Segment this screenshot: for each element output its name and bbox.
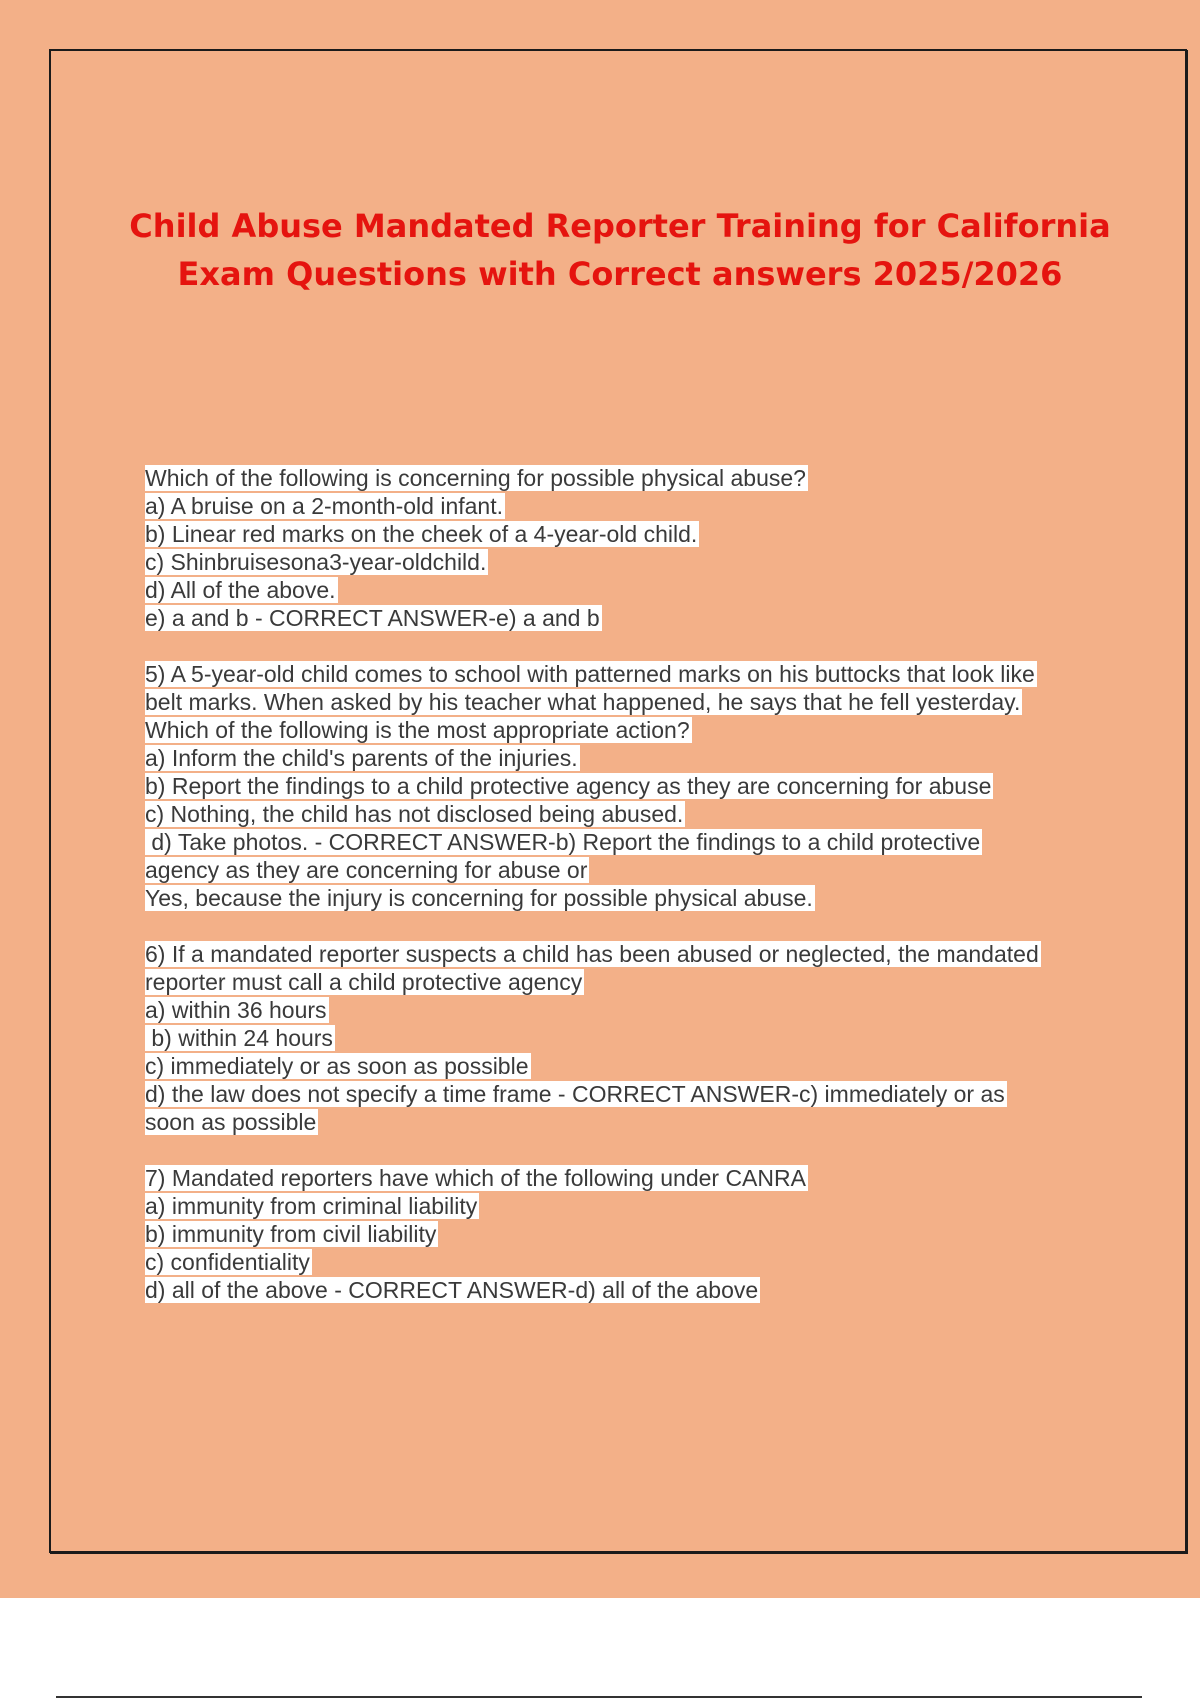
title-line-1: Child Abuse Mandated Reporter Training for California <box>129 207 1111 245</box>
document-title <box>100 202 1140 298</box>
answer-option: c) confidentiality <box>145 1249 310 1275</box>
answer-option: d) All of the above. <box>145 577 336 603</box>
answer-option: b) immunity from civil liability <box>145 1221 437 1247</box>
answer-option: a) A bruise on a 2-month-old infant. <box>145 493 503 519</box>
answer-option-with-correct-answer: d) Take photos. - CORRECT ANSWER-b) Report the findings to a child protective <box>145 829 981 855</box>
correct-answer-continuation: agency as they are concerning for abuse or <box>145 857 588 883</box>
footer-divider <box>56 1696 1142 1698</box>
answer-option: a) immunity from criminal liability <box>145 1193 478 1219</box>
question-block-6 <box>145 940 1095 1136</box>
answer-option: c) Nothing, the child has not disclosed being abused. <box>145 801 684 827</box>
question-line: 6) If a mandated reporter suspects a child has been abused or neglected, the mandated <box>145 941 1039 967</box>
question-line: belt marks. When asked by his teacher what happened, he says that he fell yesterday. <box>145 689 1021 715</box>
correct-answer-continuation: soon as possible <box>145 1109 317 1135</box>
answer-option: b) within 24 hours <box>145 1025 333 1051</box>
answer-option: c) Shinbruisesona3-year-oldchild. <box>145 549 487 575</box>
correct-answer-continuation: Yes, because the injury is concerning for possible physical abuse. <box>145 885 813 911</box>
answer-option: a) within 36 hours <box>145 997 327 1023</box>
answer-option: c) immediately or as soon as possible <box>145 1053 529 1079</box>
answer-option-with-correct-answer: d) all of the above - CORRECT ANSWER-d) all of the above <box>145 1277 759 1303</box>
answer-option-with-correct-answer: d) the law does not specify a time frame - CORRECT ANSWER-c) immediately or as <box>145 1081 1005 1107</box>
question-block-1 <box>145 464 1095 632</box>
questions-content <box>145 464 1095 1332</box>
question-block-7 <box>145 1164 1095 1304</box>
answer-option-with-correct-answer: e) a and b - CORRECT ANSWER-e) a and b <box>145 605 600 631</box>
question-line: reporter must call a child protective agency <box>145 969 583 995</box>
title-line-2: Exam Questions with Correct answers 2025/2026 <box>177 255 1063 293</box>
answer-option: b) Linear red marks on the cheek of a 4-year-old child. <box>145 521 698 547</box>
question-line: Which of the following is the most appropriate action? <box>145 717 690 743</box>
question-line: 7) Mandated reporters have which of the following under CANRA <box>145 1165 806 1191</box>
question-line: Which of the following is concerning for possible physical abuse? <box>145 465 806 491</box>
question-block-5 <box>145 660 1095 912</box>
question-line: 5) A 5-year-old child comes to school with patterned marks on his buttocks that look like <box>145 661 1035 687</box>
answer-option: b) Report the findings to a child protective agency as they are concerning for abuse <box>145 773 992 799</box>
answer-option: a) Inform the child's parents of the injuries. <box>145 745 578 771</box>
